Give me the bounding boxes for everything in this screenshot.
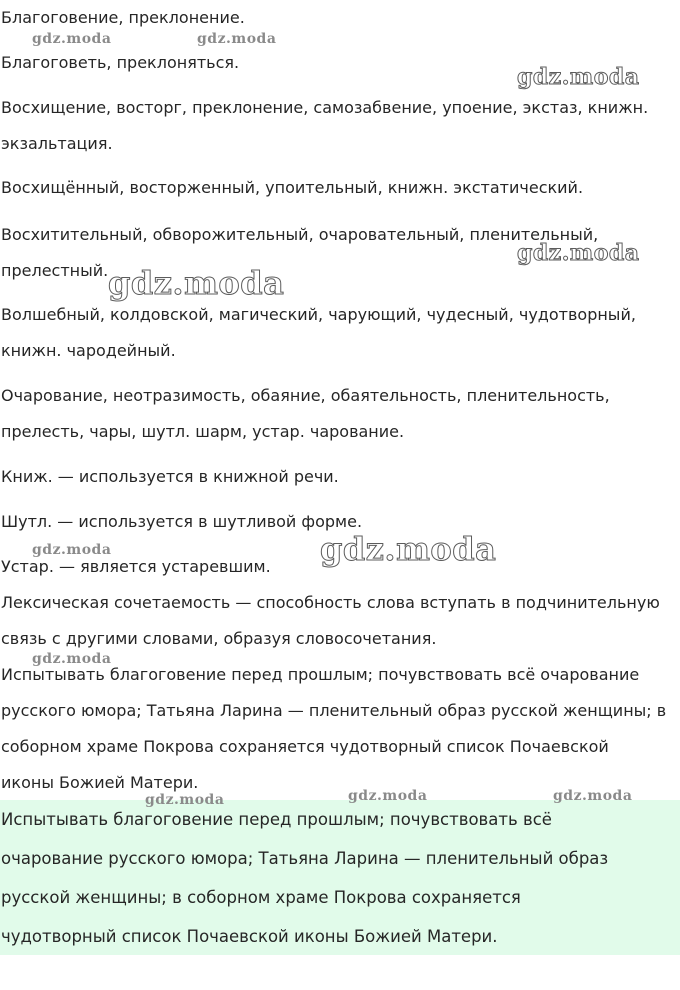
paragraph-12 [1, 657, 679, 801]
paragraph-3 [1, 90, 679, 162]
text-line: Испытывать благоговение перед прошлым; почувствовать всё [1, 810, 552, 829]
answer-text [1, 800, 679, 956]
text-line: Благоговение, преклонение. [1, 8, 245, 27]
text-line: связь с другими словами, образуя словосочетания. [1, 629, 437, 648]
answer-box [0, 800, 680, 955]
text-line: Лексическая сочетаемость — способность слова вступать в подчинительную [1, 593, 660, 612]
text-line: очарование русского юмора; Татьяна Ларина — пленительный образ [1, 849, 609, 868]
watermark: gdz.moda [553, 788, 633, 804]
watermark: gdz.moda [517, 240, 640, 266]
watermark: gdz.moda [108, 264, 285, 302]
text-line: русской женщины; в соборном храме Покрова сохраняется [1, 888, 521, 907]
watermark: gdz.moda [32, 542, 112, 558]
text-line: Восхищение, восторг, преклонение, самозабвение, упоение, экстаз, книжн. [1, 98, 649, 117]
text-line: русского юмора; Татьяна Ларина — пленительный образ русской женщины; в [1, 701, 667, 720]
text-line: Испытывать благоговение перед прошлым; почувствовать всё очарование [1, 665, 640, 684]
watermark: gdz.moda [145, 792, 225, 808]
text-line: экзальтация. [1, 134, 113, 153]
text-line: прелесть, чары, шутл. шарм, устар. чарование. [1, 422, 405, 441]
text-line: иконы Божией Матери. [1, 773, 199, 792]
watermark: gdz.moda [517, 64, 640, 90]
paragraph-6 [1, 297, 679, 369]
watermark: gdz.moda [197, 31, 277, 47]
text-line: книжн. чародейный. [1, 341, 176, 360]
watermark: gdz.moda [320, 530, 497, 568]
text-line: Восхитительный, обворожительный, очаровательный, пленительный, [1, 225, 599, 244]
text-line: Волшебный, колдовской, магический, чарующий, чудесный, чудотворный, [1, 305, 636, 324]
text-line: Шутл. — используется в шутливой форме. [1, 512, 363, 531]
text-line: Благоговеть, преклоняться. [1, 53, 240, 72]
text-line: чудотворный список Почаевской иконы Божией Матери. [1, 927, 498, 946]
watermark: gdz.moda [32, 31, 112, 47]
text-line: Восхищённый, восторженный, упоительный, книжн. экстатический. [1, 178, 584, 197]
text-line: Очарование, неотразимость, обаяние, обаятельность, пленительность, [1, 386, 610, 405]
text-line: прелестный. [1, 261, 109, 280]
text-line: Устар. — является устаревшим. [1, 557, 271, 576]
text-line: Книж. — используется в книжной речи. [1, 467, 339, 486]
paragraph-8 [1, 459, 679, 495]
watermark: gdz.moda [348, 788, 428, 804]
text-line: соборном храме Покрова сохраняется чудотворный список Почаевской [1, 737, 609, 756]
paragraph-4 [1, 170, 679, 206]
paragraph-7 [1, 378, 679, 450]
paragraph-11 [1, 585, 679, 657]
watermark: gdz.moda [32, 651, 112, 667]
